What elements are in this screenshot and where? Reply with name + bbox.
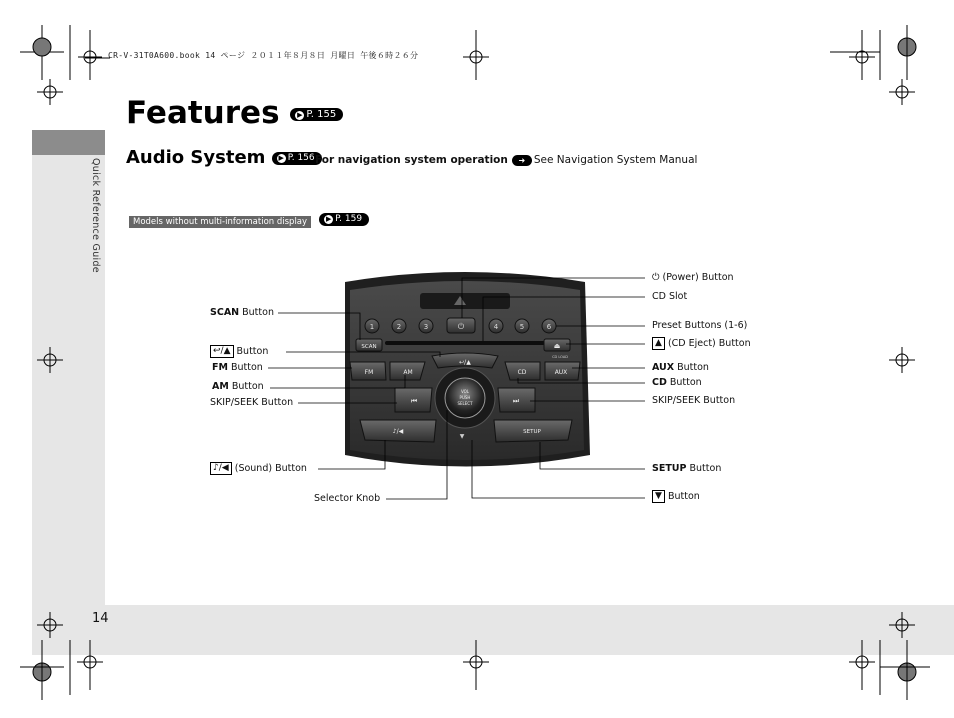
am-panel-label: AM [403,369,413,376]
nav-note-bold: For navigation system operation [315,154,508,166]
am-bold: AM [212,381,229,392]
back-icon: ↩/▲ [210,345,234,358]
fm-button-label [212,362,263,373]
scan-button-label [210,307,274,318]
down-arrow-icon: ▼ [652,490,665,503]
cd-slot-label: CD Slot [652,291,688,302]
model-ref-text: P. 159 [335,214,363,224]
eject-icon: ⏏ [553,342,561,350]
fm-panel-label: FM [364,369,374,376]
preset-6-label: 6 [546,323,552,331]
down-button-text: Button [667,491,700,502]
power-icon: ⏻ [652,272,660,283]
am-rest: Button [228,381,264,392]
back-button-label [210,345,268,358]
title-ref-text: P. 155 [306,109,337,120]
preset-2-label: 2 [396,323,402,331]
preset-4-label: 4 [493,323,499,331]
selector-knob-label: Selector Knob [314,493,381,504]
cd-slot[interactable] [385,341,545,345]
page-number: 14 [92,611,109,626]
cd-load-label: CD LOAD [552,355,568,359]
cd-eject-text: (CD Eject) Button [667,338,751,349]
arrow-right-icon: ▶ [278,153,284,162]
display-recess [420,293,510,309]
preset-5-label: 5 [519,323,525,331]
aux-panel-label: AUX [554,369,568,376]
cd-button-label [652,377,702,388]
preset-1-label: 1 [369,323,375,331]
aux-bold: AUX [652,362,675,373]
fm-bold: FM [212,362,228,373]
page-title-text: Features [126,95,280,131]
print-header: CR-V-31T0A600.book 14 ページ ２０１１年８月８日 月曜日 午後６時２６分 [108,51,419,60]
arrow-right-icon: ➜ [512,155,532,166]
am-button-label [212,381,264,392]
cd-panel-label: CD [517,369,527,376]
nav-note-link[interactable]: See Navigation System Manual [533,154,698,166]
scan-rest: Button [239,307,274,318]
preset-buttons-label: Preset Buttons (1-6) [652,320,748,331]
sound-icon: ♪/◀ [392,428,404,435]
skip-back-icon: ⏮ [410,397,418,405]
cd-eject-label [652,337,751,350]
knob-label-1: VOL [460,389,470,394]
aux-rest: Button [674,362,709,373]
side-label: Quick Reference Guide [90,158,101,273]
skip-forward-icon: ⏭ [512,397,520,405]
scan-panel-label: SCAN [361,344,377,350]
sound-button-label [210,462,307,475]
scan-bold: SCAN [210,307,240,318]
setup-panel-label: SETUP [523,429,541,435]
cd-rest: Button [666,377,702,388]
arrow-right-icon: ▶ [325,215,332,223]
setup-bold: SETUP [652,463,687,474]
model-badge: Models without multi-information display [129,216,311,228]
skip-seek-left-label: SKIP/SEEK Button [210,397,294,408]
knob-label-3: SELECT [457,401,473,406]
skip-seek-right-label: SKIP/SEEK Button [652,395,736,406]
back-icon: ↩/▲ [459,359,471,366]
arrow-right-icon: ▶ [297,111,303,119]
power-icon: ⏻ [457,322,465,331]
audio-heading-text: Audio System [126,147,266,168]
knob-label-2: PUSH [459,395,471,400]
sound-icon: ♪/◀ [210,462,232,475]
sound-button-text: (Sound) Button [234,463,307,474]
eject-icon: ▲ [652,337,665,350]
preset-3-label: 3 [423,323,429,331]
power-button-label [652,272,734,283]
down-button-label [652,490,700,503]
fm-rest: Button [227,362,263,373]
setup-rest: Button [686,463,722,474]
audio-ref-text: P. 156 [287,152,315,163]
back-button-text: Button [236,346,269,357]
cd-bold: CD [652,377,667,388]
power-button-text: (Power) Button [662,272,734,283]
setup-button-label [652,463,721,474]
down-arrow-icon: ▼ [459,433,465,440]
aux-button-label [652,362,709,373]
